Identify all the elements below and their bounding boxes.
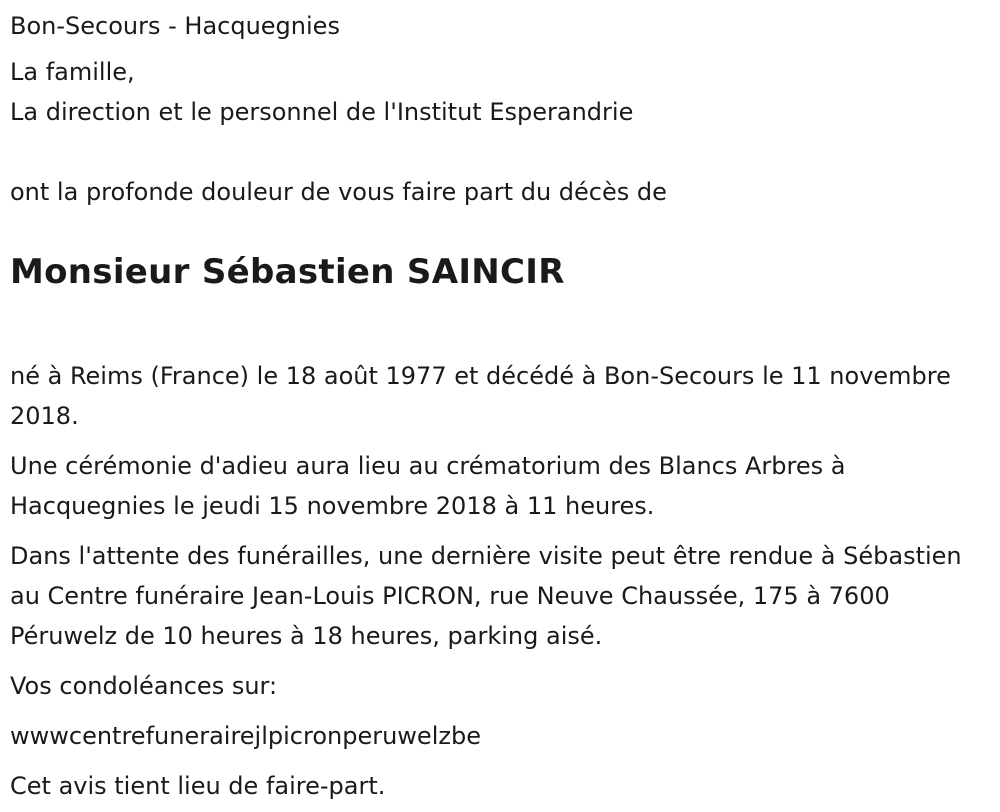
condolences-website: wwwcentrefunerairejlpicronperuwelzbe [10,722,481,750]
location-heading: Bon-Secours - Hacquegnies [10,12,340,40]
family-line: La famille, [10,58,135,86]
deceased-name: Monsieur Sébastien SAINCIR [10,252,565,292]
institution-line: La direction et le personnel de l'Institut Esperandrie [10,98,634,126]
birth-death-text: né à Reims (France) le 18 août 1977 et décédé à Bon-Secours le 11 novembre 2018. [10,362,951,430]
ceremony-text: Une cérémonie d'adieu aura lieu au crématorium des Blancs Arbres à Hacquegnies le jeudi 15 novembre 2018 à 11 heures. [10,452,846,520]
announcement-text: ont la profonde douleur de vous faire part du décès de [10,178,667,206]
closing-text: Cet avis tient lieu de faire-part. [10,772,386,800]
visit-text: Dans l'attente des funérailles, une dernière visite peut être rendue à Sébastien au Centre funéraire Jean-Louis PICRON, rue Neuve Chaussée, 175 à 7600 Péruwelz de 10 heures à 18 heures, parking aisé. [10,542,962,650]
obituary-notice [0,6,1000,812]
condolences-label: Vos condoléances sur: [10,672,278,700]
